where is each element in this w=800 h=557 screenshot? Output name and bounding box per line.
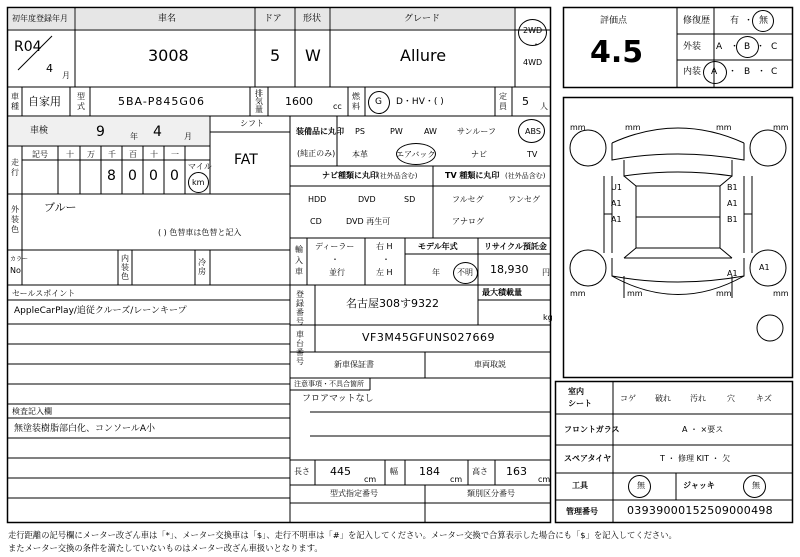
inspection-year-unit: 年 (130, 132, 138, 141)
navi-sd: SD (404, 195, 416, 204)
usage-label: 車種 (11, 92, 19, 111)
cooler-label: 冷房 (198, 258, 206, 276)
interior-dot-2: ・ (757, 67, 767, 77)
mileage-digit-label-5: 十 (150, 150, 158, 159)
usage: 自家用 (28, 95, 61, 108)
model: 5BA-P845G06 (118, 95, 205, 108)
diagram-mm-7: mm (716, 289, 732, 298)
width-label: 幅 (390, 467, 398, 476)
rating-label: 評価点 (600, 16, 628, 26)
mileage-digit-label-4: 百 (129, 150, 137, 159)
inspection-month-unit: 月 (184, 132, 192, 141)
navi-label: ナビ種類に丸印 (322, 171, 378, 180)
fuel-g: G (375, 97, 382, 107)
car-name-label: 車名 (158, 14, 177, 24)
sales-text: AppleCarPlay/追従クルーズ/レーンキープ (14, 306, 187, 316)
inspection-year: 9 (96, 124, 105, 140)
mileage-digit-label-0: 記号 (32, 150, 48, 159)
footer-line-2: またメーター交換の条件を満たしていないものはメーター改ざん車扱いとなります。 (8, 543, 323, 553)
interior-dot-1: ・ (728, 67, 738, 77)
inspector-text: 無塗装樹脂部白化、コンソールA小 (14, 424, 155, 434)
repair-no: 無 (759, 16, 769, 26)
import-right-h: 右 H (376, 242, 393, 251)
month-unit: 月 (62, 71, 70, 80)
displacement: 1600 (285, 95, 313, 108)
equip-abs: ABS (525, 127, 541, 136)
interior-c: C (771, 67, 778, 77)
notes-label: 注意事項・不具合箇所 (294, 380, 364, 388)
mileage-digit-3: 0 (128, 168, 137, 184)
height-label: 高さ (472, 467, 488, 476)
interior-label: 内装 (683, 67, 702, 77)
diagram-mm-3: mm (716, 123, 732, 132)
max-load-label: 最大積載量 (482, 288, 522, 297)
equip-ps: PS (355, 127, 365, 136)
length-label: 長さ (294, 467, 310, 476)
tools-value: 無 (637, 481, 645, 490)
color-no-label-bottom: No. (10, 266, 24, 275)
seat-ana: 穴 (727, 394, 735, 403)
mileage-digit-4: 0 (149, 168, 158, 184)
grade: Allure (400, 46, 447, 65)
recycle-value: 18,930 (490, 263, 529, 276)
shape: W (305, 46, 321, 65)
seat-kizu: キズ (756, 394, 772, 403)
interior-a: A (711, 67, 718, 77)
height-value: 163 (506, 465, 527, 478)
diagram-mm-8: mm (773, 289, 789, 298)
diagram-mm-1: mm (570, 123, 586, 132)
equip-navi: ナビ (471, 150, 487, 159)
inspector-label: 検査記入欄 (12, 407, 52, 416)
seat-yogore: 汚れ (690, 394, 706, 403)
registration-label: 登録番号 (296, 290, 304, 326)
navi-dvd: DVD (358, 195, 376, 204)
tv-oneseg: ワンセグ (508, 195, 540, 204)
mileage-digit-label-2: 万 (87, 150, 95, 159)
tv-fullseg: フルセグ (452, 195, 484, 204)
new-warranty: 新車保証書 (334, 360, 374, 369)
capacity-unit: 人 (540, 102, 548, 111)
diagram-mm-5: mm (570, 289, 586, 298)
tools-label: 工具 (572, 481, 588, 490)
management-label: 管理番号 (566, 507, 598, 516)
mark-b1-right-2: B1 (727, 215, 738, 224)
doors: 5 (270, 46, 281, 65)
spare-value: T ・ 修理 KIT ・ 欠 (660, 454, 731, 463)
car-name: 3008 (148, 46, 189, 65)
mileage-digit-5: 0 (170, 168, 179, 184)
first-reg-label: 初年度登録年月 (12, 14, 68, 23)
color-note: ( ) 色替車は色替と記入 (158, 228, 242, 237)
management-value: 03939000152509000498 (627, 504, 773, 517)
diagram-mm-4: mm (773, 123, 789, 132)
mark-a1-right-1: A1 (727, 199, 738, 208)
recycle-label: リサイクル預託金 (484, 242, 547, 251)
tv-analog: アナログ (452, 217, 484, 226)
notes-text: フロアマットなし (302, 394, 374, 404)
shift-label: シフト (240, 119, 264, 128)
equip-sunroof: サンルーフ (457, 127, 496, 136)
registration-value: 名古屋308す9322 (346, 297, 439, 310)
capacity: 5 (522, 95, 529, 108)
capacity-label: 定員 (499, 92, 507, 111)
jack-value: 無 (752, 481, 760, 490)
fuel-label: 燃料 (352, 92, 360, 111)
spare-label: スペアタイヤ (564, 454, 612, 463)
tv-label: TV 種類に丸印 (445, 171, 500, 180)
shift-value: FAT (234, 152, 258, 168)
mileage-digit-2: 8 (107, 168, 116, 184)
repair-dot: ・ (744, 16, 754, 26)
type-cert-label: 型式指定番号 (330, 489, 378, 498)
width-unit: cm (450, 475, 463, 484)
mileage-digit-label-6: 一 (171, 150, 179, 159)
import-dealer: ディーラー (315, 242, 355, 251)
chassis-value: VF3M45GFUNS027669 (362, 331, 495, 344)
equip-airbag: エアバック (396, 150, 436, 159)
equip-airbag-circle (396, 143, 436, 165)
era-year: R04 (14, 39, 42, 55)
import-dot: ・ (331, 255, 339, 264)
tv-sub: (社外品含む) (505, 172, 546, 180)
interior-b: B (744, 67, 751, 77)
mileage-digit-label-3: 千 (108, 150, 116, 159)
seat-label-bottom: シート (568, 399, 592, 408)
length-unit: cm (364, 475, 377, 484)
model-year-label: モデル年式 (418, 242, 458, 251)
import-dot-2: ・ (382, 255, 390, 264)
color-value: ブルー (44, 201, 77, 214)
inspection-month: 4 (153, 124, 162, 140)
tools-circle (628, 475, 651, 498)
mile-label: マイル (188, 162, 212, 171)
repair-yes: 有 (730, 16, 740, 26)
interior-a-circle (703, 61, 727, 84)
inspection-label: 車検 (30, 126, 49, 136)
chassis-label: 車台番号 (296, 330, 304, 366)
equip-leather: 本革 (352, 150, 368, 159)
glass-value: A ・ ×要ス (682, 425, 724, 434)
recycle-unit: 円 (542, 268, 550, 277)
model-year-unit: 年 (432, 268, 440, 277)
exterior-c: C (771, 42, 778, 52)
equipment-sub: (純正のみ) (297, 149, 336, 158)
equip-pw: PW (390, 127, 403, 136)
jack-label: ジャッキ (683, 481, 715, 490)
fuel-g-circle (368, 91, 390, 114)
unknown-circle (453, 262, 478, 284)
equip-tv: TV (527, 150, 538, 159)
shape-label: 形状 (303, 14, 322, 24)
mark-b1-right-1: B1 (727, 183, 738, 192)
rating-score: 4.5 (590, 35, 644, 70)
km-circle (188, 172, 209, 193)
drive-2wd: 2WD (523, 26, 543, 35)
navi-cd: CD (310, 217, 322, 226)
diagram-mm-6: mm (627, 289, 643, 298)
interior-color-label: 内装色 (121, 254, 129, 281)
equip-abs-circle (518, 119, 545, 143)
jack-circle (743, 475, 766, 498)
drive-dot: ・ (532, 40, 540, 49)
mark-a1-wheel: A1 (759, 263, 770, 272)
navi-sub: (社外品含む) (377, 172, 418, 180)
equipment-label: 装備品に丸印 (296, 127, 344, 136)
seat-yabure: 破れ (655, 394, 671, 403)
exterior-label: 外装 (683, 42, 702, 52)
model-label: 型式 (77, 92, 85, 111)
length-value: 445 (330, 465, 351, 478)
exterior-a: A (716, 42, 723, 52)
first-reg-month: 4 (46, 62, 53, 75)
mark-a1-right-2: A1 (727, 269, 738, 278)
vehicle-manual: 車両取説 (474, 360, 506, 369)
color-label: 外装色 (11, 205, 19, 234)
exterior-dot-1: ・ (730, 42, 740, 52)
mark-u1: U1 (611, 183, 622, 192)
footer-line-1: 走行距離の記号欄にメーター改ざん車は「*」、メーター交換車は「$」、走行不明車は「#」を記入してください。メーター交換で合算表示した場合にも「$」を記入してください。 (8, 530, 677, 540)
glass-label: フロントガラス (564, 425, 620, 434)
height-unit: cm (538, 475, 551, 484)
grade-label: グレード (404, 14, 441, 24)
import-left-h: 左 H (376, 268, 393, 277)
cc-unit: cc (333, 102, 342, 111)
navi-hdd: HDD (308, 195, 327, 204)
exterior-b: B (744, 42, 751, 52)
exterior-dot-2: ・ (756, 42, 766, 52)
km-label: km (192, 178, 205, 187)
color-no-label-top: カラー (10, 256, 29, 263)
seat-koge: コゲ (620, 394, 636, 403)
mark-a1-left-1: A1 (611, 199, 622, 208)
equip-aw: AW (424, 127, 437, 136)
repair-label: 修復歴 (683, 16, 711, 26)
diagram-mm-2: mm (625, 123, 641, 132)
import-label: 輸入車 (295, 245, 303, 276)
mark-a1-left-2: A1 (611, 215, 622, 224)
fuel-rest: D・HV・( ) (396, 97, 444, 107)
model-year-unknown: 不明 (457, 268, 473, 277)
sales-label: セールスポイント (12, 289, 76, 298)
drive-4wd: 4WD (523, 58, 543, 67)
displacement-label: 排気量 (255, 89, 263, 114)
import-parallel: 並行 (329, 268, 345, 277)
door-label: ドア (264, 14, 282, 24)
car-damage-diagram (564, 98, 793, 378)
class-label: 類別区分番号 (467, 489, 515, 498)
repair-no-circle (752, 10, 774, 32)
mileage-digit-label-1: 十 (66, 150, 74, 159)
mileage-label: 走行 (11, 158, 19, 177)
navi-dvd-play: DVD 再生可 (346, 217, 391, 226)
width-value: 184 (419, 465, 440, 478)
seat-label-top: 室内 (568, 387, 584, 396)
kg-unit: kg (543, 313, 553, 322)
